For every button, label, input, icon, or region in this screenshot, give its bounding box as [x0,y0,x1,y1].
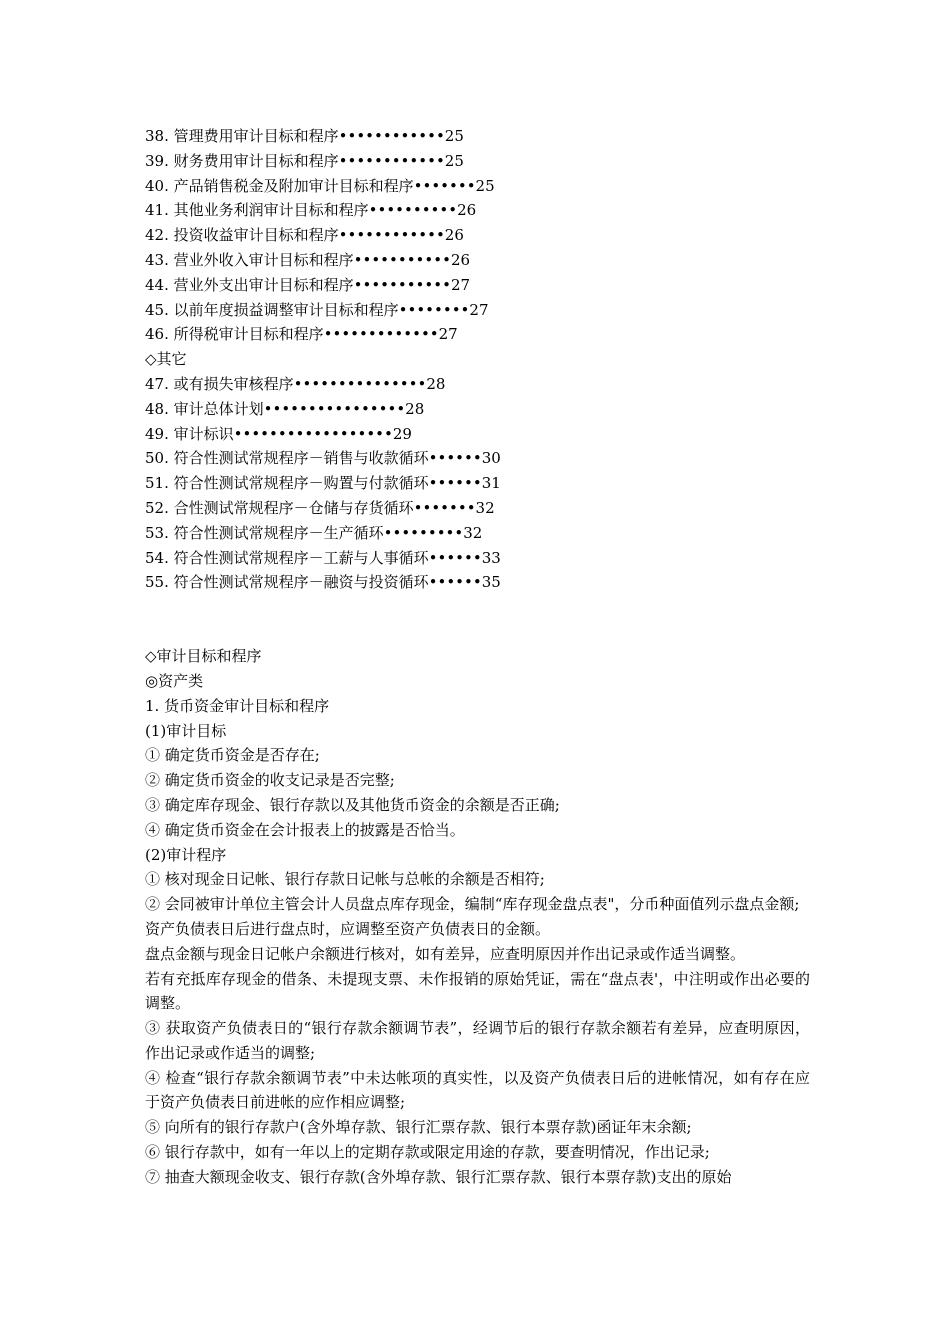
section-spacer [145,595,810,644]
toc-line: 55. 符合性测试常规程序－融资与投资循环••••••35 [145,573,501,592]
toc-line: 52. 合性测试常规程序－仓储与存货循环•••••••32 [145,498,495,517]
toc-line: 45. 以前年度损益调整审计目标和程序••••••••27 [145,300,489,319]
toc-line: 50. 符合性测试常规程序－销售与收款循环••••••30 [145,449,501,468]
document-page [145,124,810,1190]
toc-line: 41. 其他业务利润审计目标和程序••••••••••26 [145,201,477,220]
section-heading: ◇审计目标和程序 [145,647,262,666]
paragraph: ① 核对现金日记帐、银行存款日记帐与总帐的余额是否相符; [145,870,545,889]
paragraph: ③ 获取资产负债表日的“银行存款余额调节表”，经调节后的银行存款余额若有差异，应查明原因，作出记录或作适当的调整; [145,1019,810,1062]
toc-line: 46. 所得税审计目标和程序•••••••••••••27 [145,325,458,344]
paragraph: ⑦ 抽查大额现金收支、银行存款(含外埠存款、银行汇票存款、银行本票存款)支出的原始 [145,1167,732,1186]
paragraph: 盘点金额与现金日记帐户余额进行核对，如有差异，应查明原因并作出记录或作适当调整。 [145,944,746,963]
toc-line: 40. 产品销售税金及附加审计目标和程序•••••••25 [145,176,495,195]
toc-line: 43. 营业外收入审计目标和程序•••••••••••26 [145,250,471,269]
category-heading: ◎资产类 [145,671,204,690]
paragraph: ② 确定货币资金的收支记录是否完整; [145,771,395,790]
toc-line: 49. 审计标识••••••••••••••••••29 [145,424,412,443]
subheading: (1)审计目标 [145,721,227,740]
toc-line: 53. 符合性测试常规程序－生产循环•••••••••32 [145,523,483,542]
paragraph: ① 确定货币资金是否存在; [145,746,320,765]
item-heading: 1. 货币资金审计目标和程序 [145,696,330,715]
toc-line: 48. 审计总体计划••••••••••••••••28 [145,399,425,418]
paragraph: ④ 确定货币资金在会计报表上的披露是否恰当。 [145,820,465,839]
table-of-contents [145,124,810,595]
paragraph: 若有充抵库存现金的借条、未提现支票、未作报销的原始凭证，需在“盘点表'，中注明或作出必要的调整。 [145,969,810,1013]
paragraph: ② 会同被审计单位主管会计人员盘点库存现金，编制“库存现金盘点表"，分币种面值列示盘点金额; [145,895,800,914]
toc-section-heading: ◇其它 [145,350,187,369]
toc-line: 38. 管理费用审计目标和程序••••••••••••25 [145,127,464,145]
body-content [145,644,810,1190]
toc-line: 54. 符合性测试常规程序－工薪与人事循环••••••33 [145,548,501,567]
toc-line: 42. 投资收益审计目标和程序••••••••••••26 [145,226,464,245]
subheading: (2)审计程序 [145,845,227,864]
toc-line: 51. 符合性测试常规程序－购置与付款循环••••••31 [145,474,501,493]
paragraph: ⑤ 向所有的银行存款户(含外埠存款、银行汇票存款、银行本票存款)函证年末余额; [145,1118,692,1137]
toc-line: 47. 或有损失审核程序•••••••••••••••28 [145,374,446,393]
toc-line: 44. 营业外支出审计目标和程序•••••••••••27 [145,275,471,294]
paragraph: 资产负债表日后进行盘点时，应调整至资产负债表日的金额。 [145,919,551,938]
toc-line: 39. 财务费用审计目标和程序••••••••••••25 [145,151,464,170]
paragraph: ⑥ 银行存款中，如有一年以上的定期存款或限定用途的存款，要查明情况，作出记录; [145,1143,710,1162]
paragraph: ③ 确定库存现金、银行存款以及其他货币资金的余额是否正确; [145,795,560,814]
paragraph: ④ 检查“银行存款余额调节表”中未达帐项的真实性，以及资产负债表日后的进帐情况，如有存在应于资产负债表日前进帐的应作相应调整; [145,1068,810,1112]
